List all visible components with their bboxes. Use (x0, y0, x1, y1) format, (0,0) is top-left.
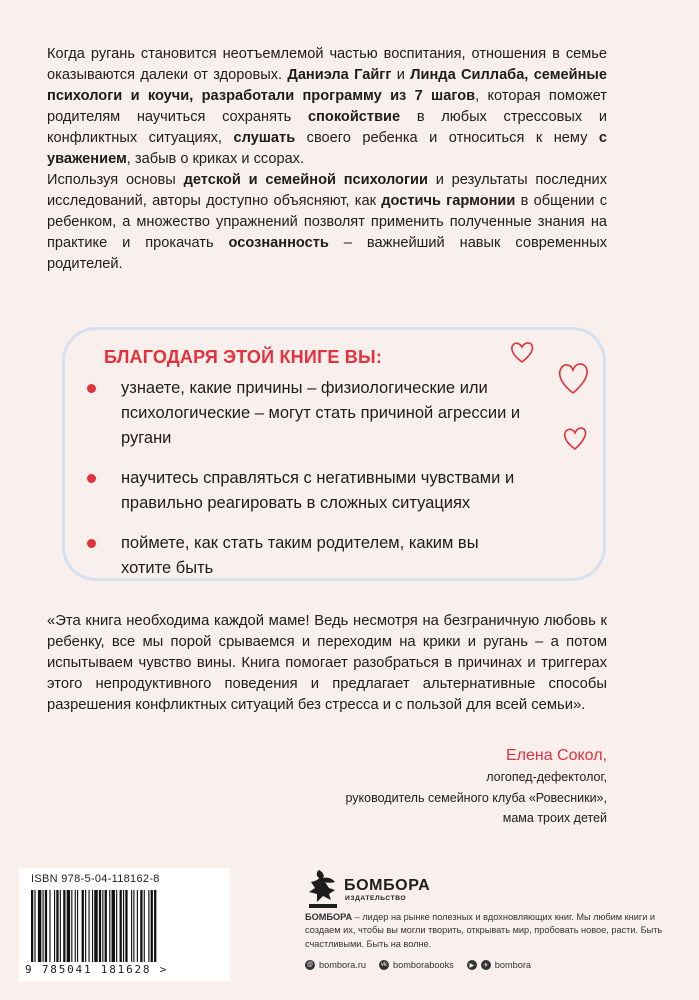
publisher-name: БОМБОРА (344, 877, 431, 894)
barcode-bar (112, 890, 115, 962)
intro-bold-text: слушать (233, 130, 296, 146)
bullet-dot-icon (87, 384, 96, 393)
barcode-bar (82, 890, 84, 962)
barcode-panel (19, 868, 230, 981)
barcode-bar (137, 890, 138, 962)
publisher-description (305, 911, 685, 951)
social-links (305, 960, 531, 970)
intro-text-run: Используя основы (47, 172, 184, 188)
benefit-item (84, 531, 524, 581)
social-telegram[interactable] (467, 960, 531, 970)
intro-text-run: в общении с ребенком, а множество упражнений позволят применить полученные знания на практике и прокачать (47, 193, 607, 251)
social-label: bombora.ru (319, 960, 366, 970)
barcode-bar (151, 890, 153, 962)
social-label: bomborabooks (392, 960, 454, 970)
barcode-bar (120, 890, 122, 962)
intro-text-run: , забыв о криках и ссорах. (126, 151, 305, 167)
barcode-bar (140, 890, 142, 962)
barcode-bar (116, 890, 117, 962)
barcode-bar (38, 890, 41, 962)
barcode-bar (92, 890, 93, 962)
benefit-item (84, 376, 524, 451)
barcode-bar (54, 890, 55, 962)
barcode-icon (31, 890, 219, 962)
barcode-bar (89, 890, 90, 962)
barcode-bar (109, 890, 110, 962)
barcode-bar (148, 890, 149, 962)
benefit-text: узнаете, какие причины – физиологические или психологические – могут стать причиной агрессии и ругани (121, 379, 521, 447)
benefits-list (84, 376, 524, 596)
author-title: руководитель семейного клуба «Ровесники», (345, 790, 607, 805)
intro-bold-text: спокойствие (307, 109, 401, 125)
intro-text-run: и результаты последних исследований, авторы доступно объясняют, как (47, 172, 607, 209)
benefit-text: поймете, как стать таким родителем, каким вы хотите быть (121, 534, 479, 577)
barcode-bar (49, 890, 50, 962)
intro-paragraph-2 (47, 170, 607, 275)
barcode-bar (85, 890, 86, 962)
barcode-bar (43, 890, 44, 962)
bullet-dot-icon (87, 474, 96, 483)
publisher-desc-name: БОМБОРА (305, 912, 353, 922)
social-site[interactable] (305, 960, 366, 970)
publisher-subtitle: ИЗДАТЕЛЬСТВО (345, 895, 407, 902)
social-vk[interactable] (379, 960, 454, 970)
isbn-label: ISBN 978-5-04-118162-8 (31, 873, 160, 885)
barcode-bar (102, 890, 103, 962)
author-title: мама троих детей (502, 811, 607, 825)
intro-bold-text: Линда Силлаба, семейные психологи и коучи, разработали программу из 7 шагов (47, 67, 608, 104)
barcode-bar (75, 890, 76, 962)
barcode-bar (45, 890, 47, 962)
heart-icon (507, 341, 537, 365)
barcode-bar (34, 890, 35, 962)
barcode-bar (99, 890, 101, 962)
barcode-bar (60, 890, 61, 962)
barcode-bar (123, 890, 124, 962)
barcode-bar (31, 890, 33, 962)
barcode-bar (56, 890, 58, 962)
barcode-bar (154, 890, 156, 962)
barcode-bar (133, 890, 134, 962)
intro-text-run: своего ребенка и относиться к нему (295, 130, 599, 146)
intro-text-run: – важнейший навык современных родителей. (47, 235, 608, 272)
intro-bold-text: детской и семейной психологии (183, 172, 428, 188)
barcode-bar (105, 890, 107, 962)
barcode-bar (125, 890, 127, 962)
heart-icon (555, 362, 591, 396)
benefit-text: научитесь справляться с негативными чувствами и правильно реагировать в сложных ситуациях (121, 469, 515, 512)
intro-text (47, 44, 607, 275)
author-name: Елена Сокол, (505, 747, 607, 764)
intro-text-run: и (391, 67, 411, 83)
vk-icon: vk (380, 962, 387, 968)
quote-author (345, 745, 607, 829)
intro-bold-text: с уважением (47, 130, 608, 167)
barcode-bar (71, 890, 72, 962)
intro-text-run: , которая поможет родителям научиться сохранять (47, 88, 607, 125)
youtube-icon: ▶ (467, 960, 477, 970)
globe-icon: @ (306, 962, 314, 968)
heart-icon (561, 426, 589, 452)
author-title: логопед-дефектолог, (486, 770, 607, 784)
social-label: bombora (494, 960, 532, 970)
barcode-bar (63, 890, 65, 962)
barcode-bar (67, 890, 70, 962)
publisher-desc-text: – лидер на рынке полезных и вдохновляющих книг. Мы любим книги и создаем их, чтобы вы могли творить, открывать мир, пробовать новое, расти. Быть счастливыми. Быть на волне. (305, 912, 663, 949)
intro-bold-text: Даниэла Гайгг (287, 67, 392, 83)
testimonial-quote (47, 611, 607, 716)
bombora-logo-icon (305, 868, 341, 910)
intro-text-run: в любых стрессовых и конфликтных ситуациях, (47, 109, 607, 146)
bullet-dot-icon (87, 539, 96, 548)
barcode-bar (94, 890, 97, 962)
telegram-icon: ✈ (481, 960, 491, 970)
intro-text-run: Когда ругань становится неотъемлемой частью воспитания, отношения в семье оказываются далеки от здоровых. (47, 46, 607, 83)
barcode-bar (144, 890, 145, 962)
quote-text: «Эта книга необходима каждой маме! Ведь несмотря на безграничную любовь к ребенку, все мы порой срываемся и переходим на крики и ругань – а потом испытываем чувство вины. Книга помогает разобраться в причинах и триггерах этого непродуктивного поведения и предлагает альтернативные способы разрешения конфликтных ситуаций без стресса и с пользой для всей семьи». (47, 613, 607, 713)
intro-paragraph-1 (47, 44, 607, 170)
barcode-bar (131, 890, 132, 962)
barcode-number: 9 785041 181628 > (25, 963, 169, 976)
benefit-item (84, 466, 524, 516)
intro-bold-text: достичь гармонии (381, 193, 516, 209)
barcode-bar (77, 890, 78, 962)
benefits-title: БЛАГОДАРЯ ЭТОЙ КНИГЕ ВЫ: (104, 347, 383, 367)
intro-bold-text: осознанность (228, 235, 329, 251)
